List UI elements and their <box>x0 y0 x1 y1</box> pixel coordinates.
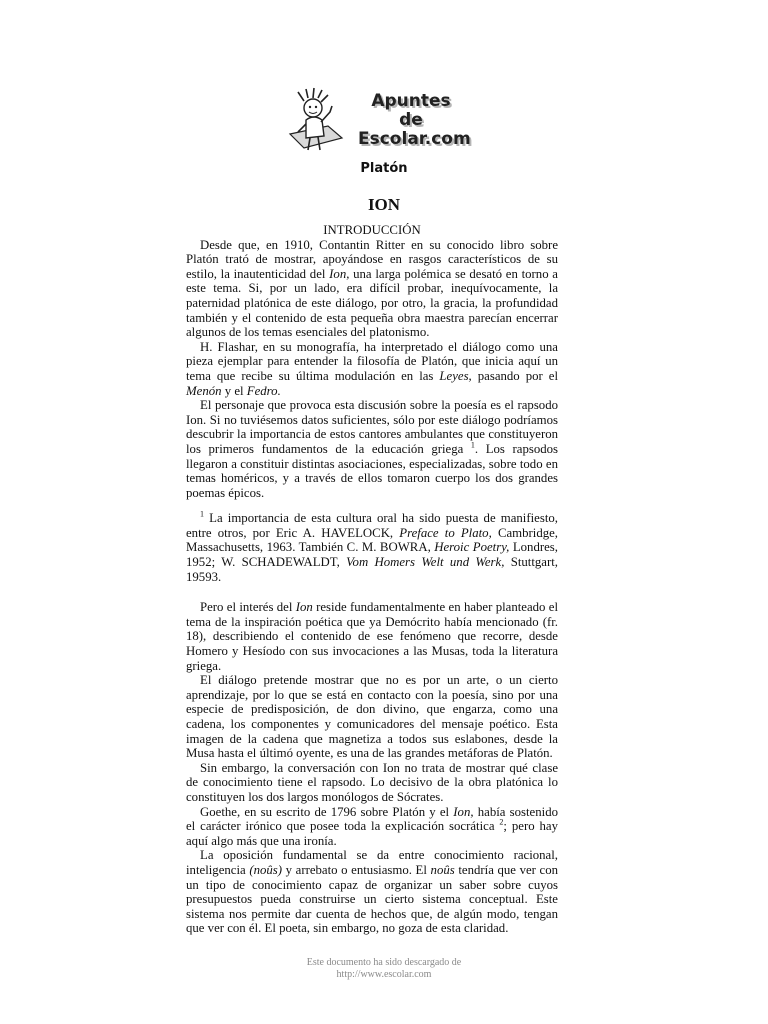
logo-line-3: Escolar.com <box>358 129 471 149</box>
download-footer <box>284 957 484 981</box>
paragraph-6: Sin embargo, la conversación con Ion no trata de mostrar qué clase de conocimiento tiene el rapsodo. Lo decisivo de la obra platónica lo constituyen los dos largos monólogos de Sócrates. <box>186 760 558 804</box>
paragraph-8: La oposición fundamental se da entre conocimiento racional, inteligencia (noûs) y arrebato o entusiasmo. El noûs tendría que ver con un tipo de conocimiento capaz de organizar un saber sobre cuyos presupuestos pueda construirse un cierto sistema conceptual. Este sistema nos permite dar cuenta de hechos que, de algún modo, tengan que ver con él. El poeta, sin embargo, no goza de esta claridad. <box>186 848 558 936</box>
author-name: Platón <box>360 161 408 176</box>
paragraph-5: El diálogo pretende mostrar que no es por un arte, o un cierto aprendizaje, por lo que se está en contacto con la poesía, sino por una especie de predisposición, de don divino, que engarza, como una cadena, los componentes y comunicadores del mensaje poético. Esta imagen de la cadena que magnetiza a todos sus eslabones, desde la Musa hasta el últimó oyente, es una de las grandes metáforas de Platón. <box>186 673 558 761</box>
student-mascot-icon <box>284 86 354 156</box>
logo-line-2: de <box>399 110 423 130</box>
paragraph-4: Pero el interés del Ion reside fundamentalmente en haber planteado el tema de la inspiración poética que ya Demócrito había mencionado (fr. 18), describiendo el contenido de ese fenómeno que recorre, desde Homero y Hesíodo con sus invocaciones a las Musas, toda la literatura griega. <box>186 600 558 673</box>
escolar-logo <box>284 86 471 156</box>
paragraph-3: El personaje que provoca esta discusión sobre la poesía es el rapsodo Ion. Si no tuviésemos datos suficientes, sólo por este diálogo podríamos descubrir la importancia de estos cantores ambulantes que constituyeron los primeros fundamentos de la educación griega $^1$. Los rapsodos llegaron a constituir distintas asociaciones, especializadas, sobre todo en temas homéricos, y a través de ellos tomaron cuerpo los dos grandes poemas épicos. <box>186 398 558 500</box>
footnote-ref-2: 2 <box>499 817 504 827</box>
footnote-1: $^1$ La importancia de esta cultura oral ha sido puesta de manifiesto, entre otros, por Eric A. HAVELOCK, Preface to Plato, Cambridge, Massachusetts, 1963. También C. M. BOWRA, Heroic Poetry, Londres, 1952; W. SCHADEWALDT, Vom Homers Welt und Werk, Stuttgart, 19593. <box>186 510 559 584</box>
footer-url-link[interactable]: http://www.escolar.com <box>336 969 432 980</box>
logo-line-1: Apuntes <box>371 91 451 111</box>
paragraph-7: Goethe, en su escrito de 1796 sobre Platón y el Ion, había sostenido el carácter irónico que posee toda la explicación socrática $^2$; pero hay aquí algo más que una ironía. <box>186 804 558 848</box>
logo-wordmark <box>358 91 471 149</box>
paragraph-1: Desde que, en 1910, Contantin Ritter en su conocido libro sobre Platón trató de mostrar, apoyándose en rasgos característicos de su estilo, la inautenticidad del Ion, una larga polémica se desató en torno a este tema. Si, por un lado, era difícil probar, inequívocamente, la paternidad platónica de este diálogo, por otro, la gracia, la profundidad también y el contenido de esta pequeña obra maestra parecían encerrar algunos de los temas esenciales del platonismo. <box>186 237 558 340</box>
document-body <box>186 223 558 936</box>
footer-line-1: Este documento ha sido descargado de <box>306 957 462 968</box>
section-heading: INTRODUCCIÓN <box>323 223 421 237</box>
footnote-ref-1: 1 <box>470 440 475 450</box>
document-title: ION <box>367 195 401 214</box>
paragraph-2: H. Flashar, en su monografía, ha interpretado el diálogo como una pieza ejemplar para entender la filosofía de Platón, que inicia aquí un tema que recibe su última modulación en las Leyes, pasando por el Menón y el Fedro. <box>186 339 559 398</box>
